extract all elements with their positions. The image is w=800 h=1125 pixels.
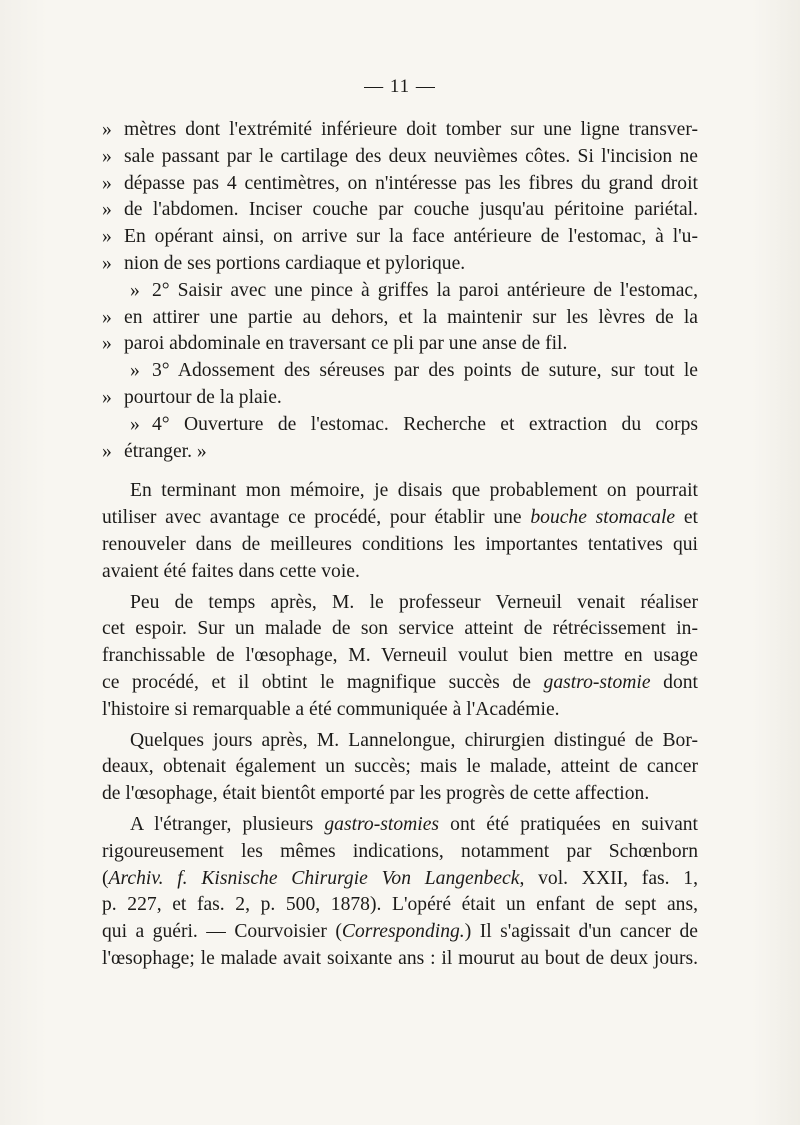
quote-mark: » <box>102 440 112 462</box>
quote-line <box>102 117 698 144</box>
quote-text: de l'abdomen. Inciser couche par couche jusqu'au péritoine pariétal. <box>124 199 698 221</box>
quote-line <box>102 412 698 439</box>
quote-text: pourtour de la plaie. <box>124 386 282 408</box>
quote-mark: » <box>130 279 140 301</box>
quote-mark: » <box>130 413 140 435</box>
quote-mark: » <box>102 386 112 408</box>
quote-text: 2° Saisir avec une pince à griffes la paroi antérieure de l'estomac, <box>152 279 698 301</box>
italic-term: bouche stomacale <box>530 507 676 529</box>
text-run: qui a guéri. — Courvoisier ( <box>102 921 342 943</box>
italic-term: gastro-stomie <box>543 671 651 693</box>
text-line: deaux, obtenait également un succès; mais le malade, atteint de cancer <box>102 756 698 778</box>
quote-mark: » <box>102 145 112 167</box>
text-line: l'œsophage; le malade avait soixante ans : il mourut au bout de deux jours. <box>102 947 698 969</box>
text-line: de l'œsophage, était bientôt emporté par les progrès de cette affection. <box>102 783 650 805</box>
text-line <box>102 670 698 697</box>
quote-mark: » <box>102 199 112 221</box>
quote-line <box>102 331 698 358</box>
text-run: ont été pratiquées en suivant <box>439 813 699 835</box>
text-run: , vol. XXII, fas. 1, <box>519 867 698 889</box>
text-run: et <box>675 507 698 529</box>
text-line: rigoureusement les mêmes indications, notamment par Schœnborn <box>102 840 698 862</box>
text-run: A l'étranger, plusieurs <box>130 813 325 835</box>
paragraph-lannelongue <box>102 728 698 808</box>
quote-mark: » <box>130 360 140 382</box>
quote-line <box>102 224 698 251</box>
text-line: l'histoire si remarquable a été communiquée à l'Académie. <box>102 698 560 720</box>
quote-mark: » <box>102 119 112 140</box>
text-line: avaient été faites dans cette voie. <box>102 560 360 582</box>
paragraph-memoire <box>102 478 698 585</box>
italic-citation: Archiv. f. Kisnische Chirurgie Von Langenbeck <box>108 867 520 889</box>
quote-line <box>102 439 698 466</box>
quote-line <box>102 278 698 305</box>
quote-mark: » <box>102 172 112 194</box>
text-run: ce procédé, et il obtint le magnifique succès de <box>102 671 544 693</box>
text-run: ( <box>102 867 109 889</box>
text-line <box>102 505 698 532</box>
text-run: ) Il s'agissait d'un cancer de <box>464 921 698 943</box>
quote-text: 3° Adossement des séreuses par des points de suture, sur tout le <box>152 360 698 382</box>
quote-text: paroi abdominale en traversant ce pli par une anse de fil. <box>124 333 568 355</box>
quote-text: dépasse pas 4 centimètres, on n'intéresse pas les fibres du grand droit <box>124 172 698 194</box>
text-run: dont <box>650 671 699 693</box>
quote-text: étranger. » <box>124 440 207 462</box>
quote-line <box>102 171 698 198</box>
quote-line <box>102 358 698 385</box>
text-line: franchissable de l'œsophage, M. Verneuil voulut bien mettre en usage <box>102 645 698 667</box>
text-line: cet espoir. Sur un malade de son service atteint de rétrécissement in- <box>102 618 698 640</box>
paragraph-verneuil <box>102 590 698 724</box>
text-line: Peu de temps après, M. le professeur Verneuil venait réaliser <box>130 591 698 613</box>
quote-mark: » <box>102 252 112 274</box>
quoted-procedure <box>102 117 698 465</box>
italic-term: gastro-stomies <box>324 813 440 835</box>
paragraph-etranger <box>102 812 698 973</box>
quote-line <box>102 197 698 224</box>
quote-text: mètres dont l'extrémité inférieure doit tomber sur une ligne transver- <box>124 119 698 140</box>
text-line <box>102 866 698 893</box>
quote-line <box>102 305 698 332</box>
text-line <box>102 919 698 946</box>
text-line: p. 227, et fas. 2, p. 500, 1878). L'opéré était un enfant de sept ans, <box>102 894 698 916</box>
quote-text: 4° Ouverture de l'estomac. Recherche et extraction du corps <box>152 413 698 435</box>
quote-line <box>102 385 698 412</box>
quote-text: nion de ses portions cardiaque et pylorique. <box>124 252 466 274</box>
quote-text: en attirer une partie au dehors, et la maintenir sur les lèvres de la <box>124 306 698 328</box>
quote-mark: » <box>102 333 112 355</box>
quote-line <box>102 144 698 171</box>
italic-citation: Corresponding. <box>341 921 465 943</box>
text-line <box>102 812 698 839</box>
quote-text: En opérant ainsi, on arrive sur la face antérieure de l'estomac, à l'u- <box>124 226 698 248</box>
quote-text: sale passant par le cartilage des deux neuvièmes côtes. Si l'incision ne <box>124 145 698 167</box>
text-line: Quelques jours après, M. Lannelongue, chirurgien distingué de Bor- <box>130 729 698 751</box>
quote-mark: » <box>102 226 112 248</box>
page-number: — 11 — <box>364 76 436 97</box>
quote-mark: » <box>102 306 112 328</box>
text-run: utiliser avec avantage ce procédé, pour établir une <box>102 507 531 529</box>
text-line: renouveler dans de meilleures conditions les importantes tentatives qui <box>102 533 698 555</box>
text-line: En terminant mon mémoire, je disais que probablement on pourrait <box>130 480 698 502</box>
quote-line <box>102 251 698 278</box>
page-body <box>102 117 698 973</box>
